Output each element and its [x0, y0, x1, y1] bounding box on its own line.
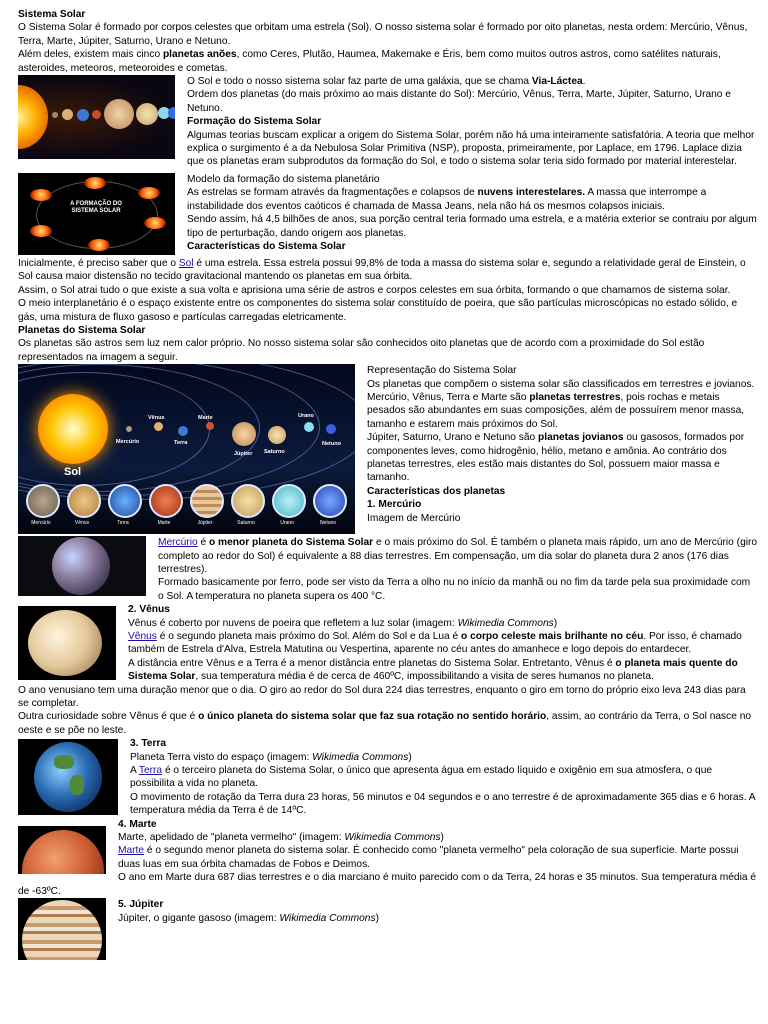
venus-paragraph-2: A distância entre Vênus e a Terra é a menor distância entre planetas do Sistema Solar. Entretanto, Vênus é o planeta mais quente do Sistema Solar, sua temperatura média é de cerca de 460ºC, impossibilitando a visita de seres humanos no planeta.	[128, 657, 738, 683]
mercury-link[interactable]: Mercúrio	[158, 537, 198, 549]
model-caption: Modelo da formação do sistema planetário	[187, 173, 380, 185]
planets-heading: Planetas do Sistema Solar	[18, 324, 146, 336]
planets-lineup-image	[18, 75, 175, 159]
characteristics-heading: Características do Sistema Solar	[187, 240, 346, 252]
neptune-graphic	[168, 107, 175, 119]
dwarf-planets-paragraph: Além deles, existem mais cinco planetas anões, como Ceres, Plutão, Haumea, Makemake e Éris, bem como muitos outros astros, como satélites naturais, asteroides, meteoros, meteoroides e cometas.	[18, 49, 721, 74]
earth-paragraph: A Terra é o terceiro planeta do Sistema Solar, o único que apresenta água em estado líquido e oxigênio em sua atmosfera, o que possibilita a vida no planeta.	[130, 765, 713, 790]
formation-heading: Formação do Sistema Solar	[187, 116, 322, 128]
planet-order-paragraph: Ordem dos planetas (do mais próximo ao mais distante do Sol): Mercúrio, Vênus, Terra, Marte, Júpiter, Saturno, Urano e Netuno.	[187, 89, 731, 114]
venus-image	[18, 606, 116, 680]
terrestrial-paragraph: Mercúrio, Vênus, Terra e Marte são planetas terrestres, pois rochas e metais pesados são abundantes em suas composições, além de possuírem menor massa, tamanho e estarem mais próximos do Sol.	[367, 391, 745, 430]
earth-caption: Planeta Terra visto do espaço (imagem: Wikimedia Commons)	[130, 751, 412, 763]
earth-image	[18, 739, 118, 815]
planets-paragraph: Os planetas são astros sem luz nem calor próprio. No nosso sistema solar são conhecidos oito planetas que de acordo com a proximidade do Sol estão representados na imagem a seguir.	[18, 338, 705, 363]
sun-label: Sol	[64, 466, 82, 479]
sun-paragraph: Inicialmente, é preciso saber que o Sol é uma estrela. Essa estrela possui 99,8% de toda a massa do sistema solar e, segundo a relatividade geral de Einstein, o Sol causa maior distensão no tecido gravitacional mantendo os planetas em sua órbita.	[18, 257, 746, 283]
venus-caption: Vênus é coberto por nuvens de poeira que refletem a luz solar (imagem: Wikimedia Commons)	[128, 617, 558, 629]
venus-graphic	[62, 109, 73, 120]
jupiter-graphic	[104, 99, 134, 129]
mars-caption: Marte, apelidado de "planeta vermelho" (imagem: Wikimedia Commons)	[118, 832, 444, 844]
mercury-heading: 1. Mercúrio	[367, 499, 422, 511]
intro-paragraph: O Sistema Solar é formado por corpos celestes que orbitam uma estrela (Sol). O nosso sistema solar é formado por oito planetas, nesta ordem: Mercúrio, Vênus, Terra, Marte, Júpiter, Saturno, Urano e Netuno.	[18, 22, 748, 47]
sun-link[interactable]: Sol	[178, 257, 194, 269]
mars-graphic	[92, 110, 101, 119]
jupiter-caption: Júpiter, o gigante gasoso (imagem: Wikimedia Commons)	[118, 912, 379, 924]
interplanetary-paragraph: O meio interplanetário é o espaço existente entre os componentes do sistema solar constituído de poeira, que são partículas microscópicas no estado sólido, e gás, uma mistura de fluxo gasoso e partículas carregadas eletricamente.	[18, 298, 738, 323]
doc-title: Sistema Solar	[18, 9, 86, 20]
solar-system-image: Sol Mercúrio Vênus Terra Marte Júpiter Saturno Urano Netuno Mercúrio Vênus Terra Marte Júpiter Saturno Urano Netuno	[18, 364, 355, 534]
earth-link[interactable]: Terra	[138, 765, 163, 777]
jovian-paragraph: Júpiter, Saturno, Urano e Netuno são planetas jovianos ou gasosos, formados por componentes leves, como hidrogênio, hélio, metano e amônia. Ao contrário dos planetas terrestres, eles estão mais distantes do Sol, possuem maior massa e tamanho.	[367, 432, 745, 484]
venus-link[interactable]: Vênus	[128, 630, 157, 642]
mercury-paragraph-2: Formado basicamente por ferro, pode ser visto da Terra a olho nu no início da manhã ou no fim da tarde pela sua proximidade com o Sol. A temperatura no planeta supera os 400 °C.	[158, 577, 751, 602]
earth-graphic	[77, 109, 89, 121]
mercury-image	[18, 536, 146, 596]
earth-heading: 3. Terra	[130, 738, 167, 750]
mercury-graphic	[52, 112, 58, 118]
formation-image-caption: A FORMAÇÃO DO SISTEMA SOLAR	[70, 200, 122, 214]
saturn-graphic	[136, 103, 158, 125]
formation-paragraph: Algumas teorias buscam explicar a origem do Sistema Solar, porém não há uma inteiramente satisfatória. A teoria que melhor explica o surgimento é a da Nebulosa Solar Primitiva (NSP), proposta, primeiramente, por Laplace, em 1796. Laplace dizia que os planetas eram subprodutos da formação do Sol, e todo o sistema solar teria sido formado por material interestelar.	[187, 129, 755, 168]
venus-paragraph-4: Outra curiosidade sobre Vênus é que é o único planeta do sistema solar que faz sua rotação no sentido horário, assim, ao contrário da Terra, o Sol nasce no oeste e se põe no leste.	[18, 711, 752, 736]
venus-heading: 2. Vênus	[128, 604, 170, 616]
jupiter-heading: 5. Júpiter	[118, 899, 164, 911]
earth-paragraph-2: O movimento de rotação da Terra dura 23 horas, 56 minutos e 04 segundos e o ano terrestre é de aproximadamente 365 dias e 6 horas. A temperatura média da Terra é de 14ºC.	[130, 791, 756, 817]
mars-heading: 4. Marte	[118, 818, 157, 830]
milky-way-paragraph: O Sol e todo o nosso sistema solar faz parte de uma galáxia, que se chama Via-Láctea.	[187, 76, 586, 88]
billion-years-paragraph: Sendo assim, há 4,5 bilhões de anos, sua porção central teria formado uma estrela, e a matéria exterior se contraiu por algum tipo de perturbação, dando origem aos planetas.	[187, 214, 757, 239]
sun-graphic	[38, 394, 108, 464]
mars-paragraph: Marte é o segundo menor planeta do sistema solar. É conhecido como "planeta vermelho" pela coloração de sua superfície. Marte possui duas luas em sua órbita chamadas de Fobos e Deimos.	[118, 845, 739, 870]
venus-paragraph: Vênus é o segundo planeta mais próximo do Sol. Além do Sol e da Lua é o corpo celeste mais brilhante no céu. Por isso, é chamado também de Estrela d'Alva, Estrela Matutina ou Vespertina, aparente no céu antes do amanhece e logo depois do entardecer.	[128, 630, 742, 656]
mercury-paragraph: Mercúrio é o menor planeta do Sistema Solar e o mais próximo do Sol. É também o planeta mais rápido, um ano de Mercúrio (giro completo ao redor do Sol) é equivalente a 88 dias terrestres. Em compensação, um dia solar do planeta dura 2 anos (176 dias terrestres).	[158, 537, 758, 575]
mercury-caption: Imagem de Mercúrio	[367, 512, 461, 524]
venus-paragraph-3: O ano venusiano tem uma duração menor que o dia. O giro ao redor do Sol dura 224 dias terrestres, enquanto o giro em torno do próprio eixo leva 243 dias para se completar.	[18, 684, 746, 709]
formation-model-image	[18, 173, 175, 255]
mars-link[interactable]: Marte	[118, 845, 145, 857]
stars-paragraph: As estrelas se formam através da fragmentações e colapsos de nuvens interestelares. A massa que interrompe a instabilidade dos eventos caóticos é chamada de Massa Jeans, nela não há os mesmos colapsos iniciais.	[187, 187, 707, 212]
mars-paragraph-2: O ano em Marte dura 687 dias terrestres e o dia marciano é muito parecido com o da Terra, 24 horas e 35 minutos. Sua temperatura média é de -63ºC.	[18, 872, 756, 897]
representation-paragraph: Os planetas que compõem o sistema solar são classificados em terrestres e jovianos.	[367, 378, 755, 390]
sun-graphic	[18, 85, 48, 149]
mars-image	[18, 826, 106, 874]
planet-characteristics-heading: Características dos planetas	[367, 485, 506, 497]
representation-caption: Representação do Sistema Solar	[367, 365, 517, 377]
attraction-paragraph: Assim, o Sol atrai tudo o que existe a sua volta e aprisiona uma série de astros e corpos celestes em sua órbita, formando o que chamamos de sistema solar.	[18, 284, 731, 296]
jupiter-image	[18, 898, 106, 960]
